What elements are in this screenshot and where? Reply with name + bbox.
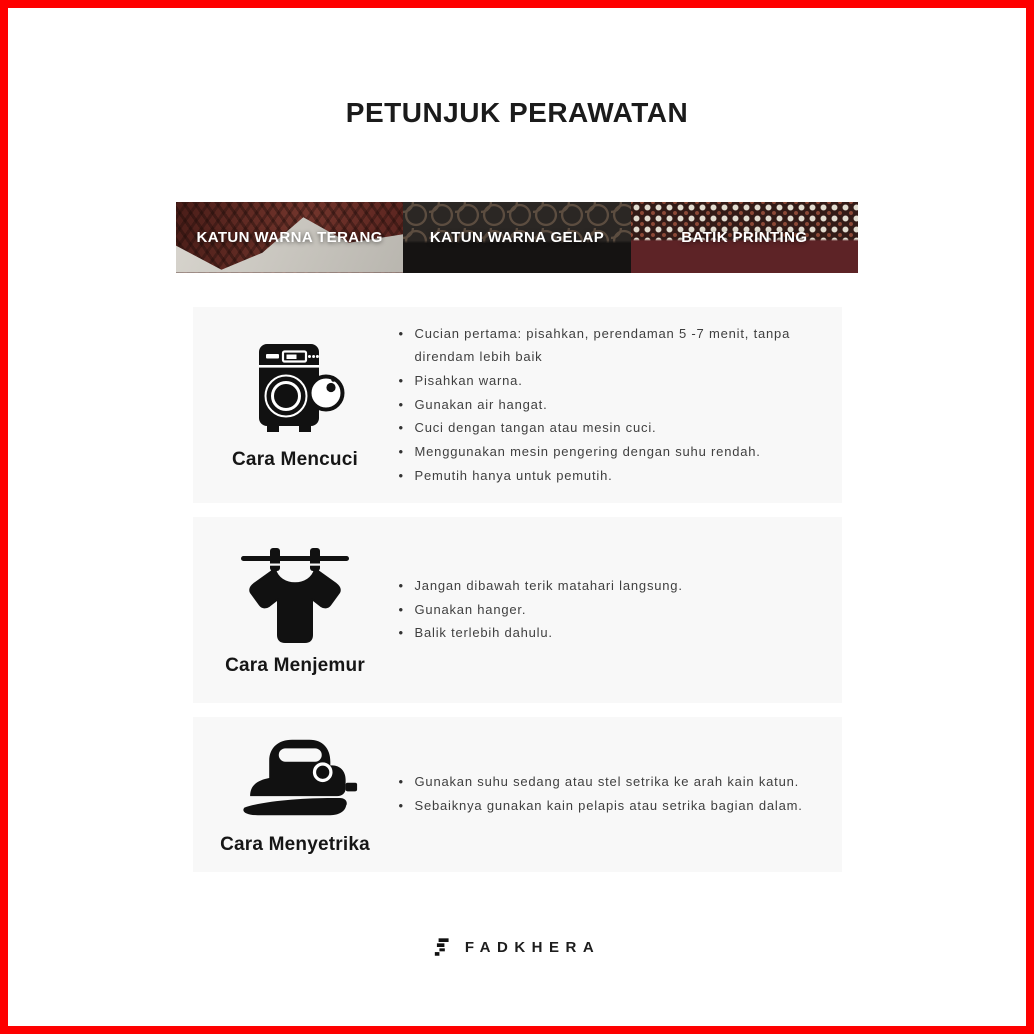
fabric-panel-label: KATUN WARNA GELAP: [429, 228, 605, 246]
washing-machine-icon: [245, 339, 345, 437]
bullet-item: • Balik terlebih dahulu.: [398, 621, 806, 645]
section-heading: Cara Mencuci: [232, 448, 358, 470]
bullet-item: • Gunakan air hangat.: [398, 393, 806, 417]
fabric-panel-batik-printing: [631, 202, 858, 273]
brand-footer: [8, 938, 1026, 957]
bullet-item: • Pemutih hanya untuk pemutih.: [398, 464, 806, 488]
section-cara-menjemur: [193, 517, 842, 703]
bullet-list: [398, 574, 806, 645]
bullet-item: • Jangan dibawah terik matahari langsung.: [398, 574, 806, 598]
section-text-block: [398, 308, 842, 502]
fabric-panel-label: KATUN WARNA TERANG: [196, 228, 383, 246]
section-heading: Cara Menjemur: [225, 654, 365, 676]
section-cara-mencuci: [193, 307, 842, 503]
section-icon-block: [193, 732, 398, 856]
fabric-panel-katun-terang: [176, 202, 403, 273]
fabric-banner: [176, 202, 858, 273]
bullet-list: [398, 770, 806, 817]
bullet-item: • Gunakan hanger.: [398, 598, 806, 622]
section-icon-block: [193, 339, 398, 471]
iron-icon: [231, 732, 359, 822]
fadkhera-logo-icon: [434, 938, 449, 957]
clothesline-shirt-icon: [239, 543, 351, 643]
bullet-item: • Menggunakan mesin pengering dengan suhu rendah.: [398, 440, 806, 464]
fabric-panel-label: BATIK PRINTING: [681, 228, 808, 246]
page-title: PETUNJUK PERAWATAN: [345, 97, 689, 128]
bullet-item: • Sebaiknya gunakan kain pelapis atau setrika bagian dalam.: [398, 794, 806, 818]
section-icon-block: [193, 543, 398, 677]
care-sections: [193, 307, 842, 872]
bullet-item: • Cucian pertama: pisahkan, perendaman 5 -7 menit, tanpa direndam lebih baik: [398, 322, 806, 369]
bullet-list: [398, 322, 806, 488]
brand-name: FADKHERA: [464, 938, 601, 956]
section-heading: Cara Menyetrika: [220, 834, 370, 856]
bullet-item: • Cuci dengan tangan atau mesin cuci.: [398, 416, 806, 440]
bullet-item: • Gunakan suhu sedang atau stel setrika ke arah kain katun.: [398, 770, 806, 794]
section-text-block: [398, 560, 842, 659]
section-cara-menyetrika: [193, 717, 842, 872]
bullet-item: • Pisahkan warna.: [398, 369, 806, 393]
section-text-block: [398, 756, 842, 831]
fabric-panel-katun-gelap: [403, 202, 630, 273]
